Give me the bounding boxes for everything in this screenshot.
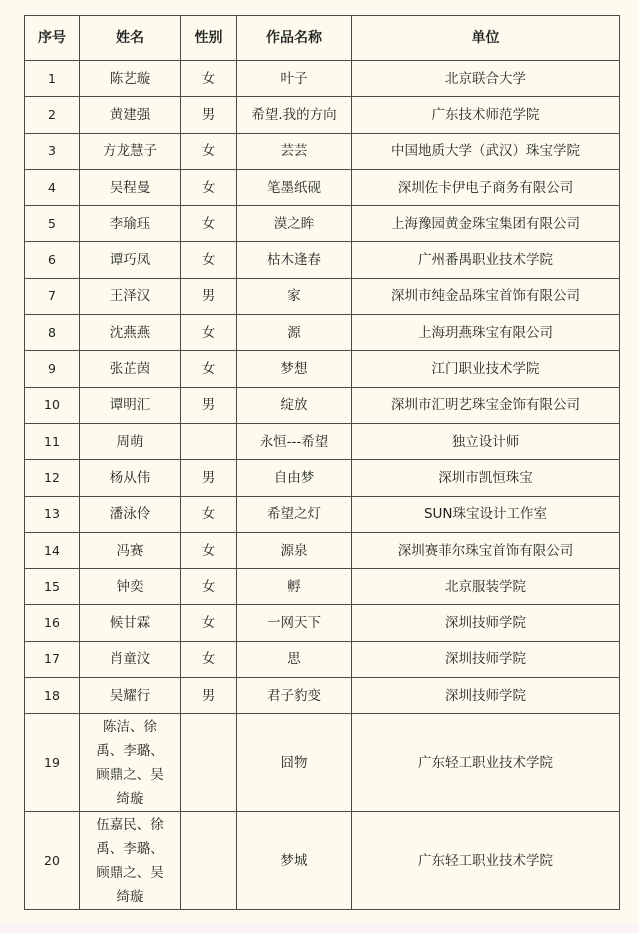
cell-name: 谭巧凤 [80, 242, 181, 278]
cell-work: 孵 [237, 569, 352, 605]
cell-unit: 北京联合大学 [352, 61, 620, 97]
cell-unit: SUN珠宝设计工作室 [352, 496, 620, 532]
cell-no: 17 [25, 641, 80, 677]
table-row [25, 423, 620, 459]
table-row [25, 315, 620, 351]
cell-name: 杨从伟 [80, 460, 181, 496]
cell-gender: 女 [181, 61, 237, 97]
cell-name: 潘泳伶 [80, 496, 181, 532]
col-header-unit: 单位 [352, 16, 620, 61]
table-row [25, 496, 620, 532]
cell-work: 家 [237, 278, 352, 314]
table-row [25, 678, 620, 714]
cell-work: 叶子 [237, 61, 352, 97]
cell-no: 18 [25, 678, 80, 714]
cell-no: 15 [25, 569, 80, 605]
cell-gender: 男 [181, 97, 237, 133]
table-row [25, 387, 620, 423]
col-header-work: 作品名称 [237, 16, 352, 61]
cell-unit: 江门职业技术学院 [352, 351, 620, 387]
table-row [25, 351, 620, 387]
bottom-strip [0, 922, 639, 933]
cell-no: 20 [25, 812, 80, 910]
cell-work: 君子豹变 [237, 678, 352, 714]
cell-no: 11 [25, 423, 80, 459]
cell-no: 5 [25, 206, 80, 242]
cell-gender: 男 [181, 387, 237, 423]
cell-no: 3 [25, 133, 80, 169]
cell-gender: 女 [181, 169, 237, 205]
cell-gender [181, 812, 237, 910]
col-header-name: 姓名 [80, 16, 181, 61]
name-line: 伍嘉民、徐 [96, 816, 164, 833]
col-header-no: 序号 [25, 16, 80, 61]
cell-no: 13 [25, 496, 80, 532]
cell-work: 源 [237, 315, 352, 351]
header-row [25, 16, 620, 61]
cell-work: 囧物 [237, 714, 352, 812]
cell-no: 12 [25, 460, 80, 496]
cell-unit: 深圳赛菲尔珠宝首饰有限公司 [352, 532, 620, 568]
cell-gender: 女 [181, 315, 237, 351]
cell-name [80, 714, 181, 812]
cell-unit: 深圳市凯恒珠宝 [352, 460, 620, 496]
cell-no: 10 [25, 387, 80, 423]
name-line: 禹、李璐、 [96, 742, 164, 759]
name-line: 顾鼎之、吴 [96, 766, 164, 783]
cell-gender: 男 [181, 678, 237, 714]
cell-work: 希望.我的方向 [237, 97, 352, 133]
cell-no: 14 [25, 532, 80, 568]
table-row [25, 278, 620, 314]
cell-unit: 广东轻工职业技术学院 [352, 714, 620, 812]
table-row [25, 169, 620, 205]
cell-unit: 北京服装学院 [352, 569, 620, 605]
table-row [25, 605, 620, 641]
col-header-gender: 性别 [181, 16, 237, 61]
cell-work: 自由梦 [237, 460, 352, 496]
cell-no: 16 [25, 605, 80, 641]
cell-work: 思 [237, 641, 352, 677]
cell-unit: 广州番禺职业技术学院 [352, 242, 620, 278]
cell-work: 源泉 [237, 532, 352, 568]
cell-name: 冯赛 [80, 532, 181, 568]
cell-work: 绽放 [237, 387, 352, 423]
cell-name: 李瑜珏 [80, 206, 181, 242]
cell-gender: 男 [181, 278, 237, 314]
cell-unit: 深圳佐卡伊电子商务有限公司 [352, 169, 620, 205]
cell-work: 一网天下 [237, 605, 352, 641]
table-row [25, 206, 620, 242]
cell-name: 吴程曼 [80, 169, 181, 205]
award-table [24, 15, 620, 910]
cell-name: 谭明汇 [80, 387, 181, 423]
cell-unit: 深圳市纯金品珠宝首饰有限公司 [352, 278, 620, 314]
cell-no: 7 [25, 278, 80, 314]
cell-name: 钟奕 [80, 569, 181, 605]
cell-gender: 女 [181, 133, 237, 169]
cell-name: 沈燕燕 [80, 315, 181, 351]
cell-gender [181, 714, 237, 812]
cell-work: 永恒---希望 [237, 423, 352, 459]
cell-unit: 深圳技师学院 [352, 641, 620, 677]
name-line: 禹、李璐、 [96, 840, 164, 857]
cell-work: 漠之眸 [237, 206, 352, 242]
cell-gender: 女 [181, 641, 237, 677]
cell-name: 周萌 [80, 423, 181, 459]
cell-name [80, 812, 181, 910]
cell-unit: 广东轻工职业技术学院 [352, 812, 620, 910]
cell-gender [181, 423, 237, 459]
cell-gender: 女 [181, 206, 237, 242]
table-row [25, 812, 620, 910]
cell-unit: 深圳市汇明艺珠宝金饰有限公司 [352, 387, 620, 423]
cell-unit: 深圳技师学院 [352, 605, 620, 641]
cell-no: 19 [25, 714, 80, 812]
cell-unit: 广东技术师范学院 [352, 97, 620, 133]
cell-unit: 独立设计师 [352, 423, 620, 459]
cell-work: 梦想 [237, 351, 352, 387]
cell-gender: 女 [181, 605, 237, 641]
table-row [25, 714, 620, 812]
cell-name: 吴耀行 [80, 678, 181, 714]
cell-unit: 深圳技师学院 [352, 678, 620, 714]
cell-no: 2 [25, 97, 80, 133]
cell-work: 笔墨纸砚 [237, 169, 352, 205]
cell-gender: 女 [181, 569, 237, 605]
cell-unit: 上海豫园黄金珠宝集团有限公司 [352, 206, 620, 242]
table-row [25, 133, 620, 169]
table-row [25, 61, 620, 97]
cell-no: 8 [25, 315, 80, 351]
cell-gender: 女 [181, 242, 237, 278]
cell-gender: 男 [181, 460, 237, 496]
cell-name: 方龙慧子 [80, 133, 181, 169]
cell-work: 梦城 [237, 812, 352, 910]
cell-work: 芸芸 [237, 133, 352, 169]
table-row [25, 641, 620, 677]
name-line: 陈洁、徐 [103, 718, 157, 735]
cell-name: 张芷茵 [80, 351, 181, 387]
cell-work: 枯木逢春 [237, 242, 352, 278]
name-line: 顾鼎之、吴 [96, 864, 164, 881]
cell-unit: 上海玥燕珠宝有限公司 [352, 315, 620, 351]
name-line: 绮璇 [116, 790, 144, 807]
cell-unit: 中国地质大学（武汉）珠宝学院 [352, 133, 620, 169]
cell-gender: 女 [181, 351, 237, 387]
cell-name: 王泽汉 [80, 278, 181, 314]
table-row [25, 460, 620, 496]
cell-gender: 女 [181, 532, 237, 568]
cell-name: 黄建强 [80, 97, 181, 133]
cell-no: 1 [25, 61, 80, 97]
cell-gender: 女 [181, 496, 237, 532]
table-row [25, 97, 620, 133]
table-row [25, 242, 620, 278]
cell-no: 4 [25, 169, 80, 205]
cell-no: 6 [25, 242, 80, 278]
cell-name: 候甘霖 [80, 605, 181, 641]
table-row [25, 532, 620, 568]
cell-name: 陈艺璇 [80, 61, 181, 97]
cell-name: 肖童汶 [80, 641, 181, 677]
cell-no: 9 [25, 351, 80, 387]
table-row [25, 569, 620, 605]
cell-work: 希望之灯 [237, 496, 352, 532]
name-line: 绮璇 [116, 888, 144, 905]
